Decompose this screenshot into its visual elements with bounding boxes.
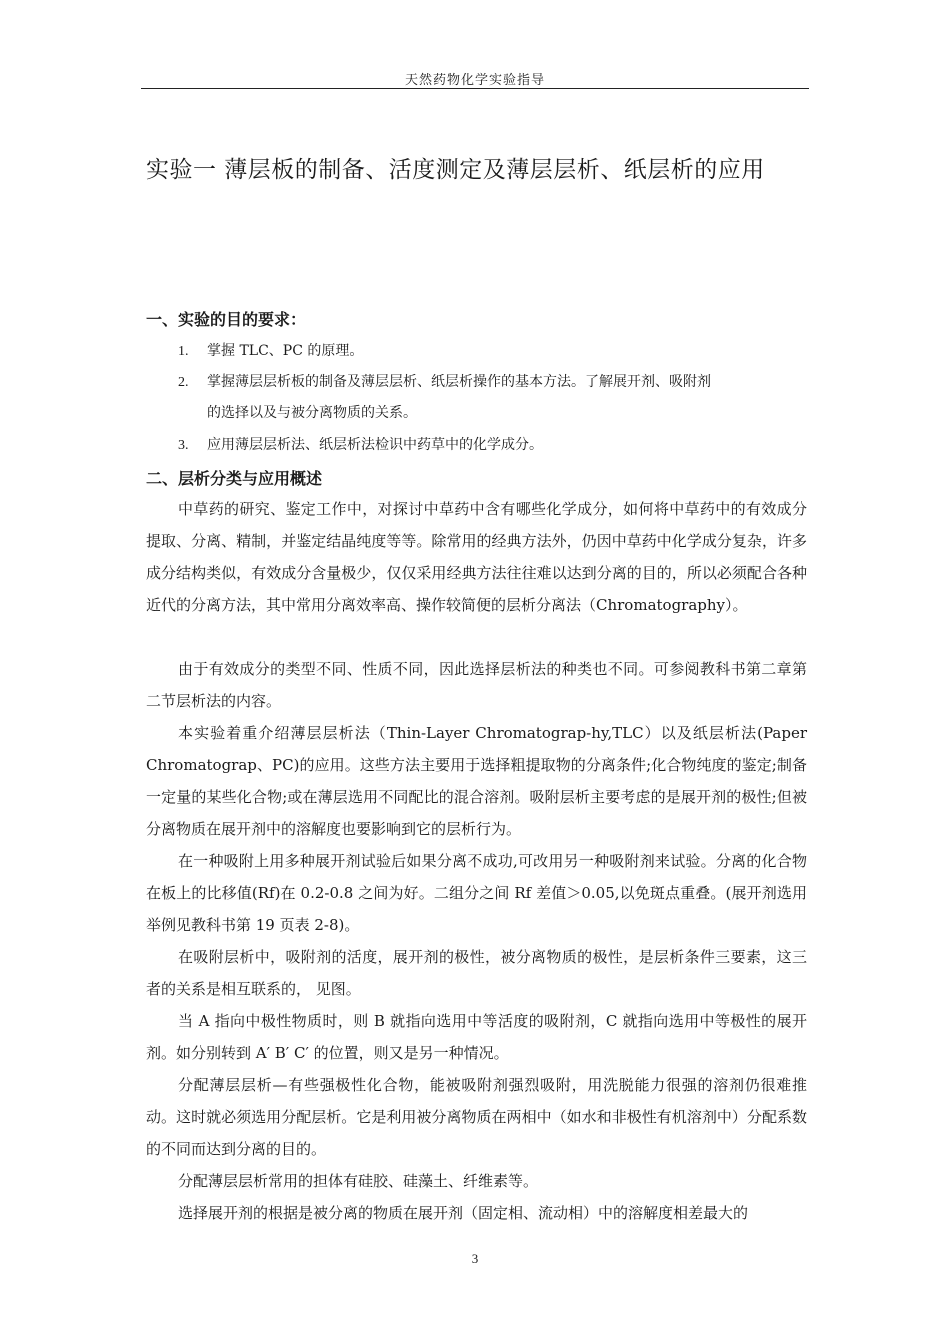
body-paragraph: 由于有效成分的类型不同、性质不同，因此选择层析法的种类也不同。可参阅教科书第二章第二节层析法的内容。: [146, 660, 807, 710]
body-paragraph: 中草药的研究、鉴定工作中，对探讨中草药中含有哪些化学成分，如何将中草药中的有效成分提取、分离、精制，并鉴定结晶纯度等等。除常用的经典方法外，仍因中草药中化学成分复杂，许多成分结构类似，有效成分含量极少，仅仅采用经典方法往往难以达到分离的目的，所以必须配合各种近代的分离方法，其中常用分离效率高、操作较简便的层析分离法（Chromatography）。: [146, 500, 807, 614]
list-item-text: 应用薄层层析法、纸层析法检识中药草中的化学成分。: [207, 437, 543, 453]
page-number: 3: [471, 1251, 479, 1266]
body-paragraph: 在一种吸附上用多种展开剂试验后如果分离不成功,可改用另一种吸附剂来试验。分离的化合物在板上的比移值(Rf)在 0.2-0.8 之间为好。二组分之间 Rf 差值＞0.05,以免斑点重叠。(展开剂选用举例见教科书第 19 页表 2-8)。: [146, 852, 807, 934]
body-paragraph: 在吸附层析中，吸附剂的活度，展开剂的极性，被分离物质的极性，是层析条件三要素，这三者的关系是相互联系的， 见图。: [146, 948, 807, 998]
section-heading-objectives: 一、实验的目的要求：: [146, 310, 307, 329]
list-item: [178, 367, 813, 429]
body-paragraph: 本实验着重介绍薄层层析法（Thin-Layer Chromatograp-hy,TLC）以及纸层析法(Paper Chromatograp、PC)的应用。这些方法主要用于选择粗提取物的分离条件;化合物纯度的鉴定;制备一定量的某些化合物;或在薄层选用不同配比的混合溶剂。吸附层析主要考虑的是展开剂的极性;但被分离物质在展开剂中的溶解度也要影响到它的层析行为。: [146, 724, 807, 838]
body-paragraph: 选择展开剂的根据是被分离的物质在展开剂（固定相、流动相）中的溶解度相差最大的: [178, 1204, 749, 1222]
list-item-text: 掌握 TLC、PC 的原理。: [207, 343, 364, 359]
section-heading-overview: 二、层析分类与应用概述: [146, 469, 323, 488]
list-item-number: 1.: [178, 344, 189, 359]
header-divider: [141, 88, 809, 89]
list-item: [178, 336, 813, 367]
body-paragraph: 分配薄层层析—有些强极性化合物，能被吸附剂强烈吸附，用洗脱能力很强的溶剂仍很难推动。这时就必须选用分配层析。它是利用被分离物质在两相中（如水和非极性有机溶剂中）分配系数的不同而达到分离的目的。: [146, 1076, 807, 1158]
page-title: 实验一 薄层板的制备、活度测定及薄层层析、纸层析的应用: [146, 157, 765, 183]
running-header: 天然药物化学实验指导: [404, 73, 545, 88]
body-paragraph: 当 A 指向中极性物质时，则 B 就指向选用中等活度的吸附剂，C 就指向选用中等极性的展开剂。如分别转到 A′ B′ C′ 的位置，则又是另一种情况。: [146, 1012, 807, 1062]
list-item: [178, 430, 813, 461]
body-paragraph: 分配薄层层析常用的担体有硅胶、硅藻土、纤维素等。: [178, 1172, 539, 1190]
list-item-text-continued: 的选择以及与被分离物质的关系。: [207, 405, 417, 421]
list-item-text: 掌握薄层层析板的制备及薄层层析、纸层析操作的基本方法。了解展开剂、吸附剂: [207, 374, 711, 390]
list-item-number: 2.: [178, 375, 189, 390]
list-item-number: 3.: [178, 438, 189, 453]
